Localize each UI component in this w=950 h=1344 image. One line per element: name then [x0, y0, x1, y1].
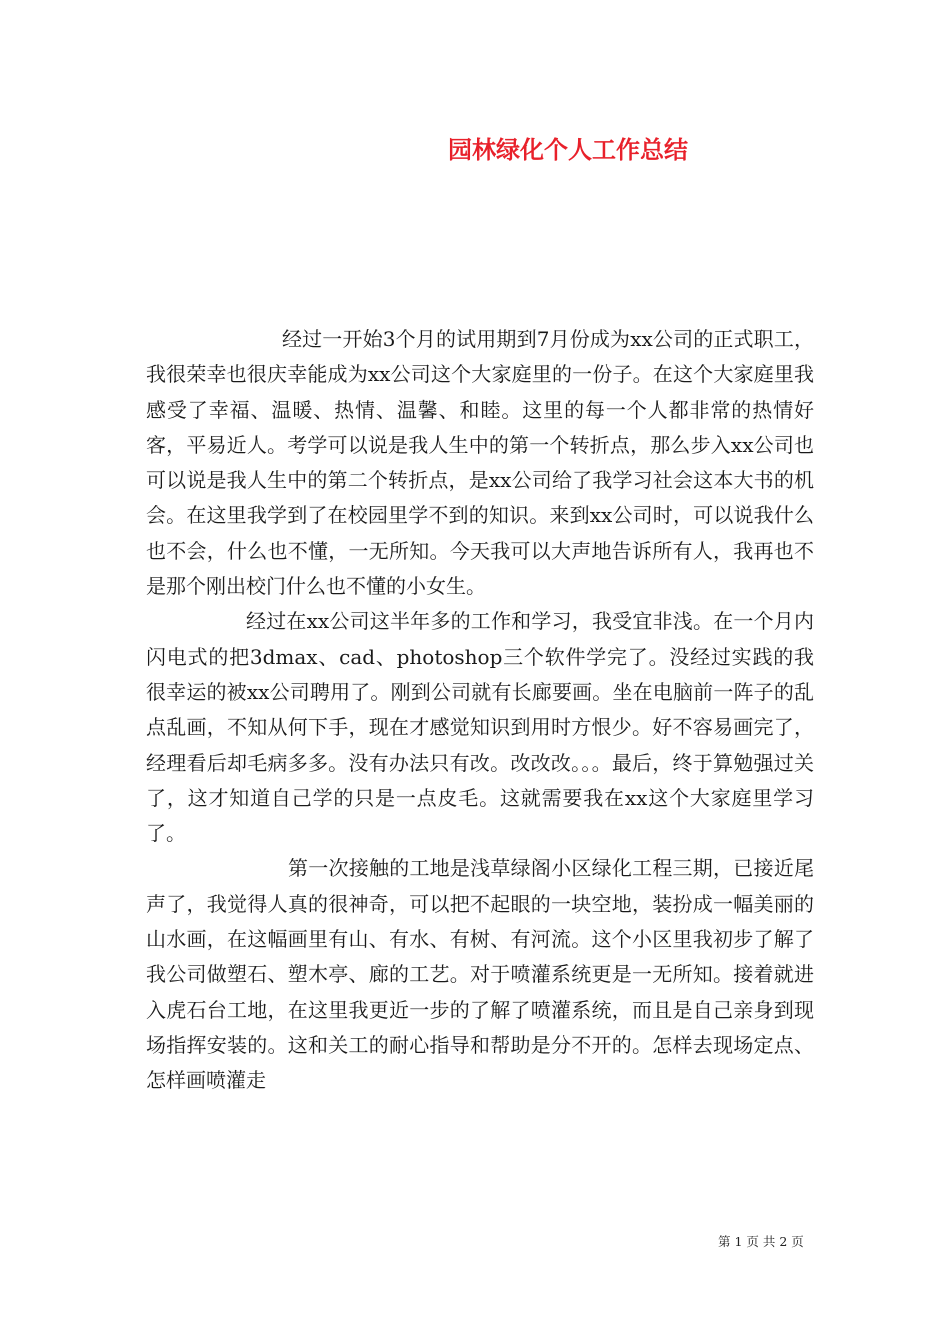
document-title: 园林绿化个人工作总结 [448, 135, 688, 164]
paragraph-1: 经过一开始3个月的试用期到7月份成为xx公司的正式职工，我很荣幸也很庆幸能成为xx公司这个大家庭里的一份子。在这个大家庭里我感受了幸福、温暖、热情、温馨、和睦。这里的每一个人都非常的热情好客，平易近人。考学可以说是我人生中的第一个转折点，那么步入xx公司也可以说是我人生中的第二个转折点，是xx公司给了我学习社会这本大书的机会。在这里我学到了在校园里学不到的知识。来到xx公司时，可以说我什么也不会，什么也不懂，一无所知。今天我可以大声地告诉所有人，我再也不是那个刚出校门什么也不懂的小女生。 [146, 327, 814, 599]
paragraph-2: 经过在xx公司这半年多的工作和学习，我受宜非浅。在一个月内闪电式的把3dmax、cad、photoshop三个软件学完了。没经过实践的我很幸运的被xx公司聘用了。刚到公司就有长廊要画。坐在电脑前一阵子的乱点乱画，不知从何下手，现在才感觉知识到用时方恨少。好不容易画完了，经理看后却毛病多多。没有办法只有改。改改改。。。最后，终于算勉强过关了，这才知道自己学的只是一点皮毛。这就需要我在xx这个大家庭里学习了。 [146, 609, 814, 846]
document-body [146, 322, 814, 1099]
page-number-footer: 第 1 页 共 2 页 [718, 1234, 804, 1249]
paragraph-3: 第一次接触的工地是浅草绿阁小区绿化工程三期，已接近尾声了，我觉得人真的很神奇，可以把不起眼的一块空地，装扮成一幅美丽的山水画，在这幅画里有山、有水、有树、有河流。这个小区里我初步了解了我公司做塑石、塑木亭、廊的工艺。对于喷灌系统更是一无所知。接着就进入虎石台工地，在这里我更近一步的了解了喷灌系统，而且是自己亲身到现场指挥安装的。这和关工的耐心指导和帮助是分不开的。怎样去现场定点、怎样画喷灌走 [146, 856, 814, 1093]
